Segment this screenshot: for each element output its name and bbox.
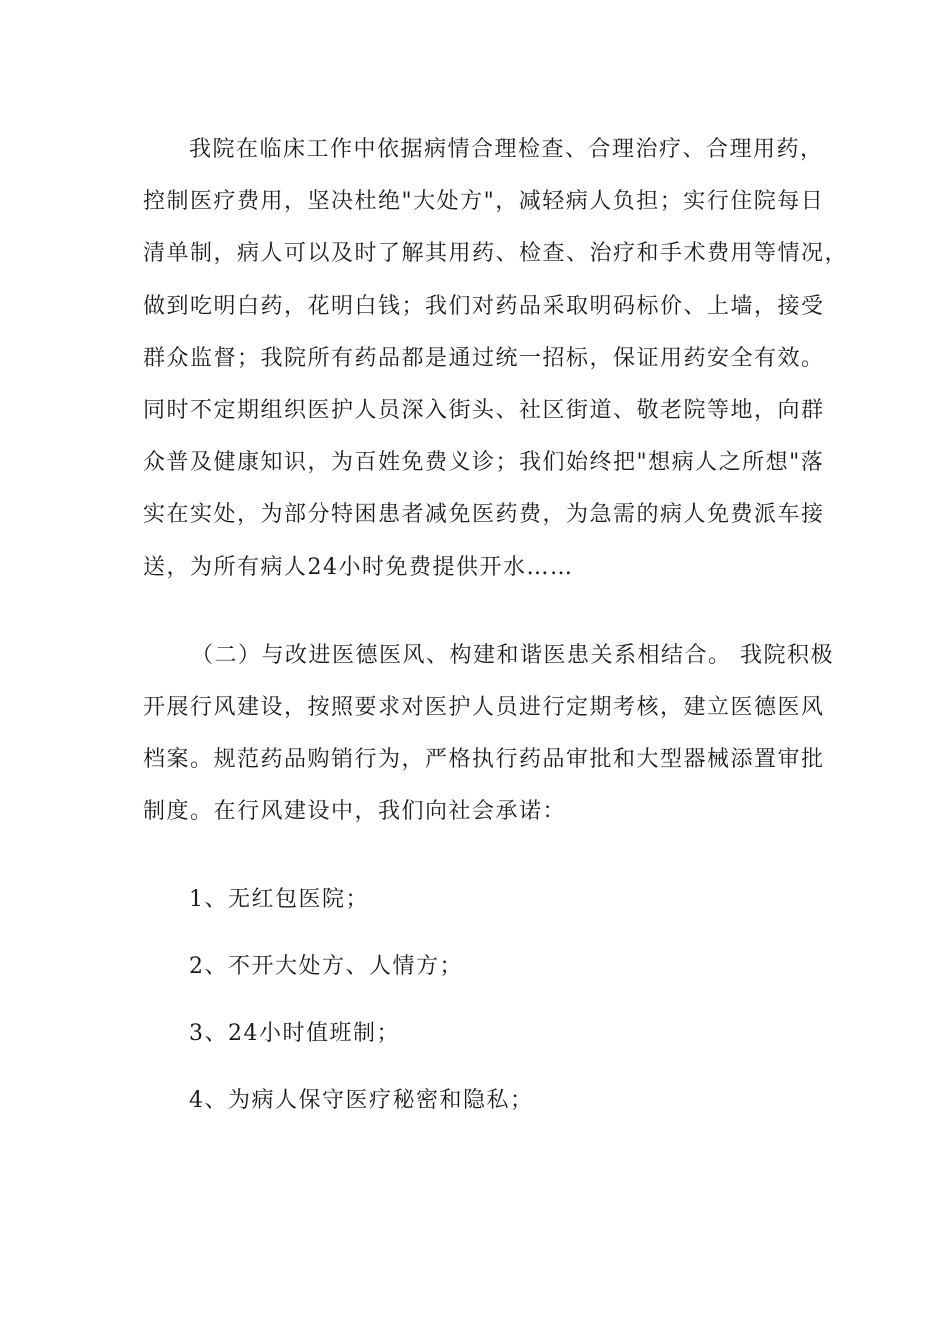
commitment-item: 4、为病人保守医疗秘密和隐私；	[189, 1088, 534, 1114]
text-line: 实在实处，为部分特困患者减免医药费，为急需的病人免费派车接	[143, 502, 825, 528]
text-line: 我院在临床工作中依据病情合理检查、合理治疗、合理用药，	[189, 137, 824, 162]
text-line: 众普及健康知识，为百姓免费义诊；我们始终把"想病人之所想"落	[143, 450, 825, 476]
paragraph-patient-care	[143, 124, 849, 594]
text-line: 送，为所有病人24小时免费提供开水……	[143, 554, 574, 580]
text-line: 档案。规范药品购销行为，严格执行药品审批和大型器械添置审批	[143, 747, 825, 773]
commitment-item: 2、不开大处方、人情方；	[189, 954, 463, 980]
text-line: 同时不定期组织医护人员深入街头、社区街道、敬老院等地，向群	[143, 397, 825, 423]
text-line: 清单制，病人可以及时了解其用药、检查、治疗和手术费用等情况，	[143, 241, 849, 267]
text-line: 群众监督；我院所有药品都是通过统一招标，保证用药安全有效。	[143, 345, 825, 371]
text-line: 做到吃明白药，花明白钱；我们对药品采取明码标价、上墙，接受	[143, 293, 825, 319]
text-line: 控制医疗费用，坚决杜绝"大处方"，减轻病人负担；实行住院每日	[143, 189, 825, 215]
commitment-item: 3、24小时值班制；	[189, 1021, 400, 1047]
document-body	[143, 124, 849, 1127]
commitment-item: 1、无红包医院；	[189, 887, 369, 913]
text-line: 开展行风建设，按照要求对医护人员进行定期考核，建立医德医风	[143, 694, 825, 720]
section-heading-line: （二）与改进医德医风、构建和谐医患关系相结合。 我院积极	[191, 642, 834, 668]
paragraph-medical-ethics	[143, 630, 834, 839]
commitment-list	[143, 874, 807, 1127]
text-line: 制度。在行风建设中，我们向社会承诺：	[143, 799, 567, 825]
